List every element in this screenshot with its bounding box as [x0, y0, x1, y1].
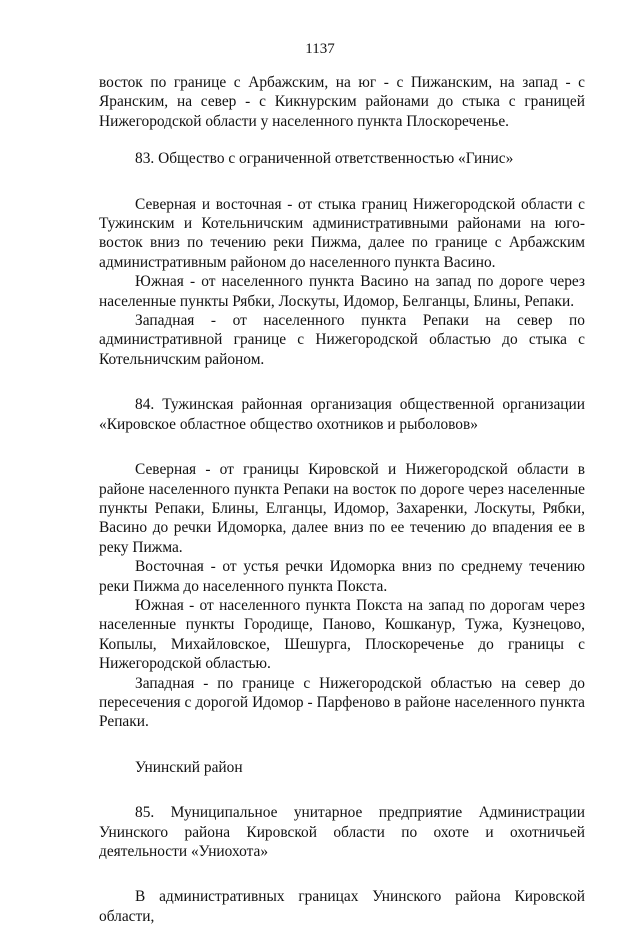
- paragraph-84-north: Северная - от границы Кировской и Нижегородской области в районе населенного пункта Репаки на восток по дороге через населенные пункты Репаки, Блины, Елганцы, Идомор, Захаренки, Лоскуты, Рябки, Васино до речки Идоморка, далее вниз по ее течению до впадения ее в реку Пижма.: [99, 461, 585, 556]
- section-heading-85: 85. Муниципальное унитарное предприятие Администрации Унинского района Кировской области по охоте и охотничьей деятельности «Униохота»: [99, 804, 585, 860]
- page-number: 1137: [305, 41, 335, 57]
- paragraph-84-south: Южная - от населенного пункта Покста на запад по дорогам через населенные пункты Городище, Паново, Кошканур, Тужа, Кузнецово, Копылы, Михайловское, Шешурга, Плоскореченье до границы с Нижегородской областью.: [99, 596, 585, 673]
- document-body: [99, 73, 585, 926]
- district-heading: Унинский район: [135, 758, 243, 776]
- section-heading-84: 84. Тужинская районная организация общественной организации «Кировское областное общество охотников и рыболовов»: [99, 396, 585, 433]
- paragraph-intro: восток по границе с Арбажским, на юг - с Пижанским, на запад - с Яранским, на север - с Кикнурским районами до стыка с границей Нижегородской области у населенного пункта Плоскореченье.: [99, 74, 585, 130]
- section-heading-83: 83. Общество с ограниченной ответственностью «Гинис»: [135, 150, 514, 168]
- paragraph-84-west: Западная - по границе с Нижегородской областью на север до пересечения с дорогой Идомор - Парфеново в районе населенного пункта Репаки.: [99, 674, 585, 731]
- paragraph-83-south: Южная - от населенного пункта Васино на запад по дороге через населенные пункты Рябки, Лоскуты, Идомор, Белганцы, Блины, Репаки.: [99, 273, 585, 310]
- paragraph-83-north-east: Северная и восточная - от стыка границ Нижегородской области с Тужинским и Котельничским административными районами на юго-восток вниз по течению реки Пижма, далее по границе с Арбажским административным районом до населенного пункта Васино.: [99, 195, 585, 271]
- paragraph-85-boundaries: В административных границах Унинского района Кировской области,: [99, 888, 585, 925]
- paragraph-83-west: Западная - от населенного пункта Репаки на север по административной границе с Нижегородской областью до стыка с Котельничским районом.: [99, 312, 585, 368]
- paragraph-84-east: Восточная - от устья речки Идоморка вниз по среднему течению реки Пижма до населенного пункта Покста.: [99, 558, 585, 595]
